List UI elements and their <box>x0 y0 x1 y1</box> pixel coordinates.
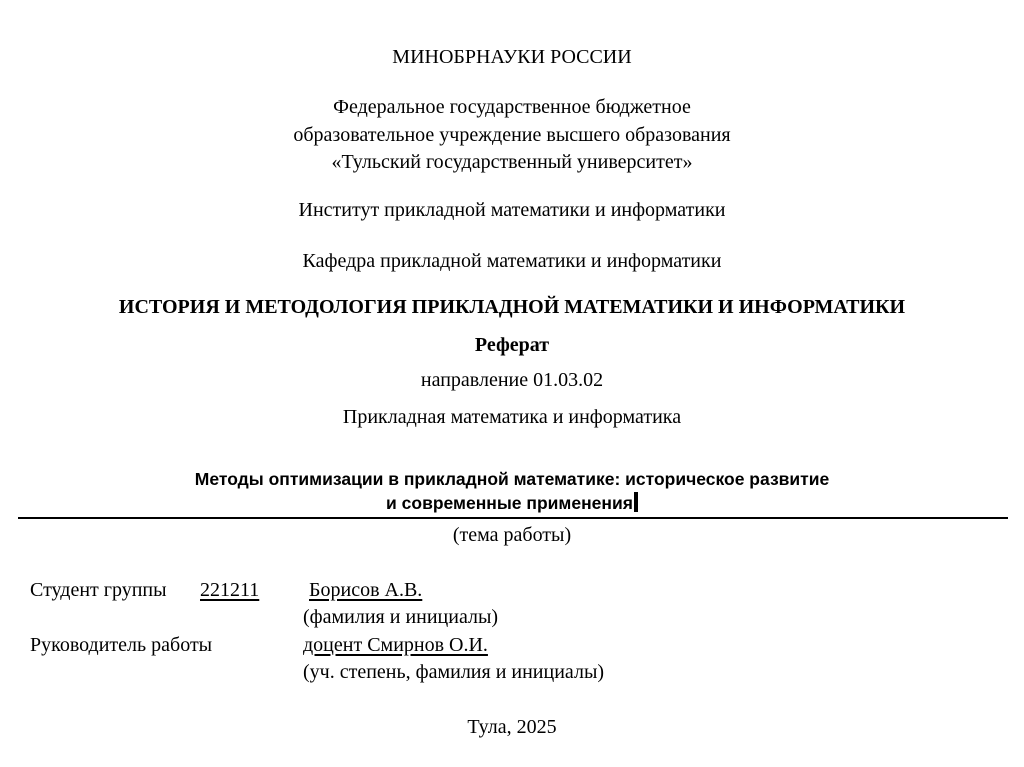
text-cursor <box>634 492 638 512</box>
document-type: Реферат <box>474 334 550 356</box>
topic-underline <box>18 517 1008 519</box>
topic-line-2 <box>0 492 1024 514</box>
organization-line-1: Федеральное государственное бюджетное <box>333 96 691 118</box>
direction-code: направление 01.03.02 <box>420 369 604 391</box>
specialty-name: Прикладная математика и информатика <box>342 406 682 428</box>
organization-line-3: «Тульский государственный университет» <box>331 151 693 173</box>
institute-name: Институт прикладной математики и информатики <box>298 199 726 221</box>
ministry-title: МИНОБРНАУКИ РОССИИ <box>392 46 632 68</box>
supervisor-caption: (уч. степень, фамилия и инициалы) <box>303 661 605 683</box>
supervisor-name: доцент Смирнов О.И. <box>303 634 488 656</box>
department-name: Кафедра прикладной математики и информатики <box>302 250 722 272</box>
student-name: Борисов А.В. <box>309 579 423 601</box>
organization-line-2: образовательное учреждение высшего образования <box>293 124 731 146</box>
topic-caption: (тема работы) <box>452 524 572 546</box>
student-group: 221211 <box>200 579 260 601</box>
topic-line-1: Методы оптимизации в прикладной математике: историческое развитие <box>194 469 830 489</box>
city-year: Тула, 2025 <box>467 716 557 738</box>
student-caption: (фамилия и инициалы) <box>303 606 499 628</box>
discipline-title: ИСТОРИЯ И МЕТОДОЛОГИЯ ПРИКЛАДНОЙ МАТЕМАТИКИ И ИНФОРМАТИКИ <box>118 296 906 318</box>
student-label: Студент группы <box>30 579 167 601</box>
supervisor-label: Руководитель работы <box>30 634 213 656</box>
topic-line-2-text: и современные применения <box>386 493 633 513</box>
